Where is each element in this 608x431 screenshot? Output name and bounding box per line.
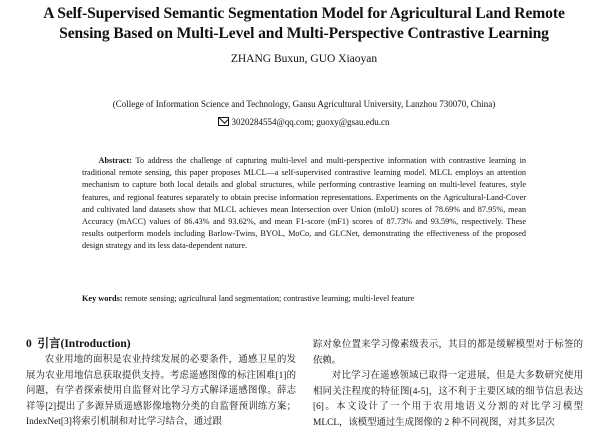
abstract-label: Abstract: bbox=[98, 156, 132, 165]
intro-paragraph-1: 农业用地的面积是农业持续发展的必要条件，通感卫星的发展为农业用地信息获取提供支持。考虑遥感图像的标注困难[1]的问题，有学者探索使用自监督对比学习方式解译遥感图像。薛志祥等[2]提出了多源异质遥感影像地物分类的自监督预训练方案；IndexNet[3]将索引机制和对比学习结合，通过跟 bbox=[26, 355, 296, 427]
left-column bbox=[26, 336, 296, 431]
intro-paragraph-2: 对比学习在遥感领域已取得一定进展，但是大多数研究使用相同关注程度的特征图[4-5]，这不利于主要区域的细节信息表达[6]。本文设计了一个用于农用地语义分割的对比学习模型 MLCL，该模型通过生成图像的 2 种不同视图，对其多层次 bbox=[313, 371, 583, 428]
email-line bbox=[0, 117, 608, 127]
authors: ZHANG Buxun, GUO Xiaoyan bbox=[230, 53, 378, 65]
section-heading: 0 引言(Introduction) bbox=[26, 338, 131, 350]
abstract-text: To address the challenge of capturing multi-level and multi-perspective information with contrastive learning in traditional remote sensing, this paper proposes MLCL—a self-supervised contrastive learning model. MLCL employs an attention mechanism to capture both local details and global structures, while performing contrastive learning on multi-level features, style features, and regional features separately to obtain precise information representations. Experiments on the Agricultural-Land-Cover and cultivated land datasets show that MLCL achieves mean Intersection over Union (mIoU) scores of 78.69% and 87.95%, mean Accuracy (mACC) values of 86.43% and 93.62%, and mean F1-score (mF1) scores of 87.73% and 93.59%, respectively. These results outperform models including Barlow-Twins, BYOL, MoCo, and GLCNet, demonstrating the effectiveness of the proposed design strategy and its less data-dependent nature. bbox=[82, 156, 526, 251]
keywords-text: remote sensing; agricultural land segmentation; contrastive learning; multi-level feature bbox=[124, 294, 415, 303]
abstract bbox=[82, 155, 526, 253]
title-line-2: Sensing Based on Multi-Level and Multi-Perspective Contrastive Learning bbox=[59, 25, 549, 42]
intro-paragraph-1-cont: 踪对象位置来学习像素级表示，其目的都是缓解模型对于标签的依赖。 bbox=[313, 340, 583, 366]
keywords bbox=[82, 293, 526, 305]
email-addresses: 3020284554@qq.com; guoxy@gsau.edu.cn bbox=[231, 117, 390, 127]
envelope-icon bbox=[218, 117, 229, 126]
paper-title bbox=[0, 4, 608, 44]
title-line-1: A Self-Supervised Semantic Segmentation Model for Agricultural Land Remote bbox=[43, 5, 565, 22]
affiliation: (College of Information Science and Technology, Gansu Agricultural University, Lanzhou 730070, China) bbox=[112, 99, 496, 109]
right-column bbox=[313, 338, 583, 431]
keywords-label: Key words: bbox=[82, 294, 123, 303]
